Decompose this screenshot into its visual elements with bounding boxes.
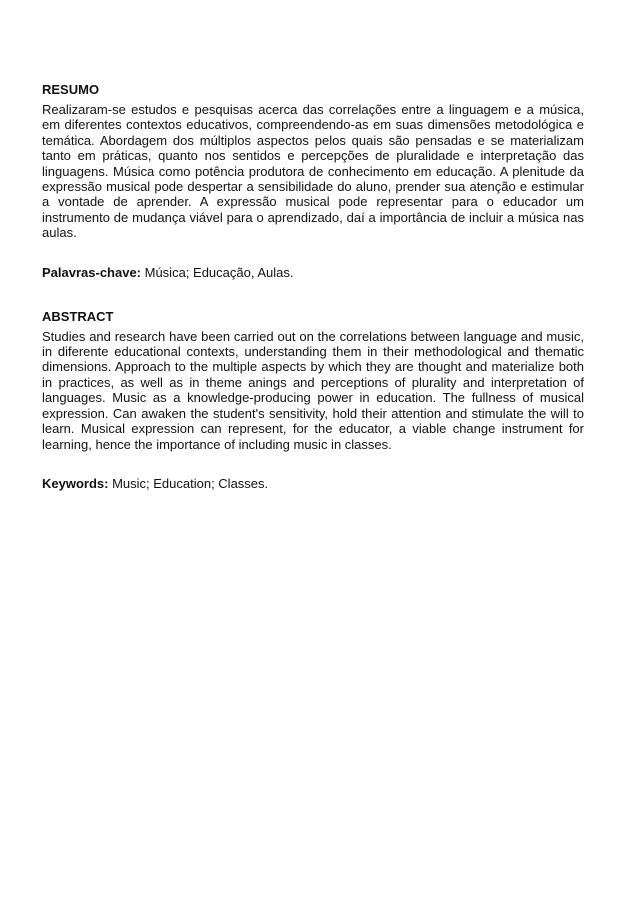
- resumo-keywords-label: Palavras-chave:: [42, 264, 142, 280]
- spacer: [42, 281, 584, 309]
- spacer: [42, 241, 584, 265]
- document-page: [42, 82, 584, 492]
- abstract-section: [42, 309, 584, 492]
- resumo-text: Realizaram-se estudos e pesquisas acerca das correlações entre a linguagem e a música, em diferentes contextos educativos, compreendendo-as em suas dimensões metodológica e temática. Abordagem dos múltiplos aspectos pelos quais são pensadas e se materializam tanto em práticas, quanto nos sentidos e percepções de pluralidade e interpretação das linguagens. Música como potência produtora de conhecimento em educação. A plenitude da expressão musical pode despertar a sensibilidade do aluno, prender sua atenção e estimular a vontade de aprender. A expressão musical pode representar para o educador um instrumento de mudança viável para o aprendizado, daí a importância de incluir a música nas aulas.: [42, 102, 584, 241]
- abstract-heading: ABSTRACT: [42, 308, 114, 324]
- abstract-keywords-value: Music; Education; Classes.: [108, 475, 269, 491]
- abstract-keywords: [42, 476, 584, 492]
- abstract-keywords-label: Keywords:: [42, 475, 109, 491]
- resumo-keywords: [42, 265, 584, 281]
- resumo-keywords-value: Música; Educação, Aulas.: [141, 264, 294, 280]
- spacer: [42, 452, 584, 476]
- resumo-heading: RESUMO: [42, 82, 100, 97]
- resumo-section: [42, 82, 584, 281]
- abstract-text: Studies and research have been carried out on the correlations between language and music, in diferente educational contexts, understanding them in their methodological and thematic dimensions. Approach to the multiple aspects by which they are thought and materialize both in practices, as well as in theme anings and perceptions of plurality and interpretation of languages. Music as a knowledge-producing power in education. The fullness of musical expression. Can awaken the student's sensitivity, hold their attention and stimulate the will to learn. Musical expression can represent, for the educator, a viable change instrument for learning, hence the importance of including music in classes.: [42, 328, 584, 452]
